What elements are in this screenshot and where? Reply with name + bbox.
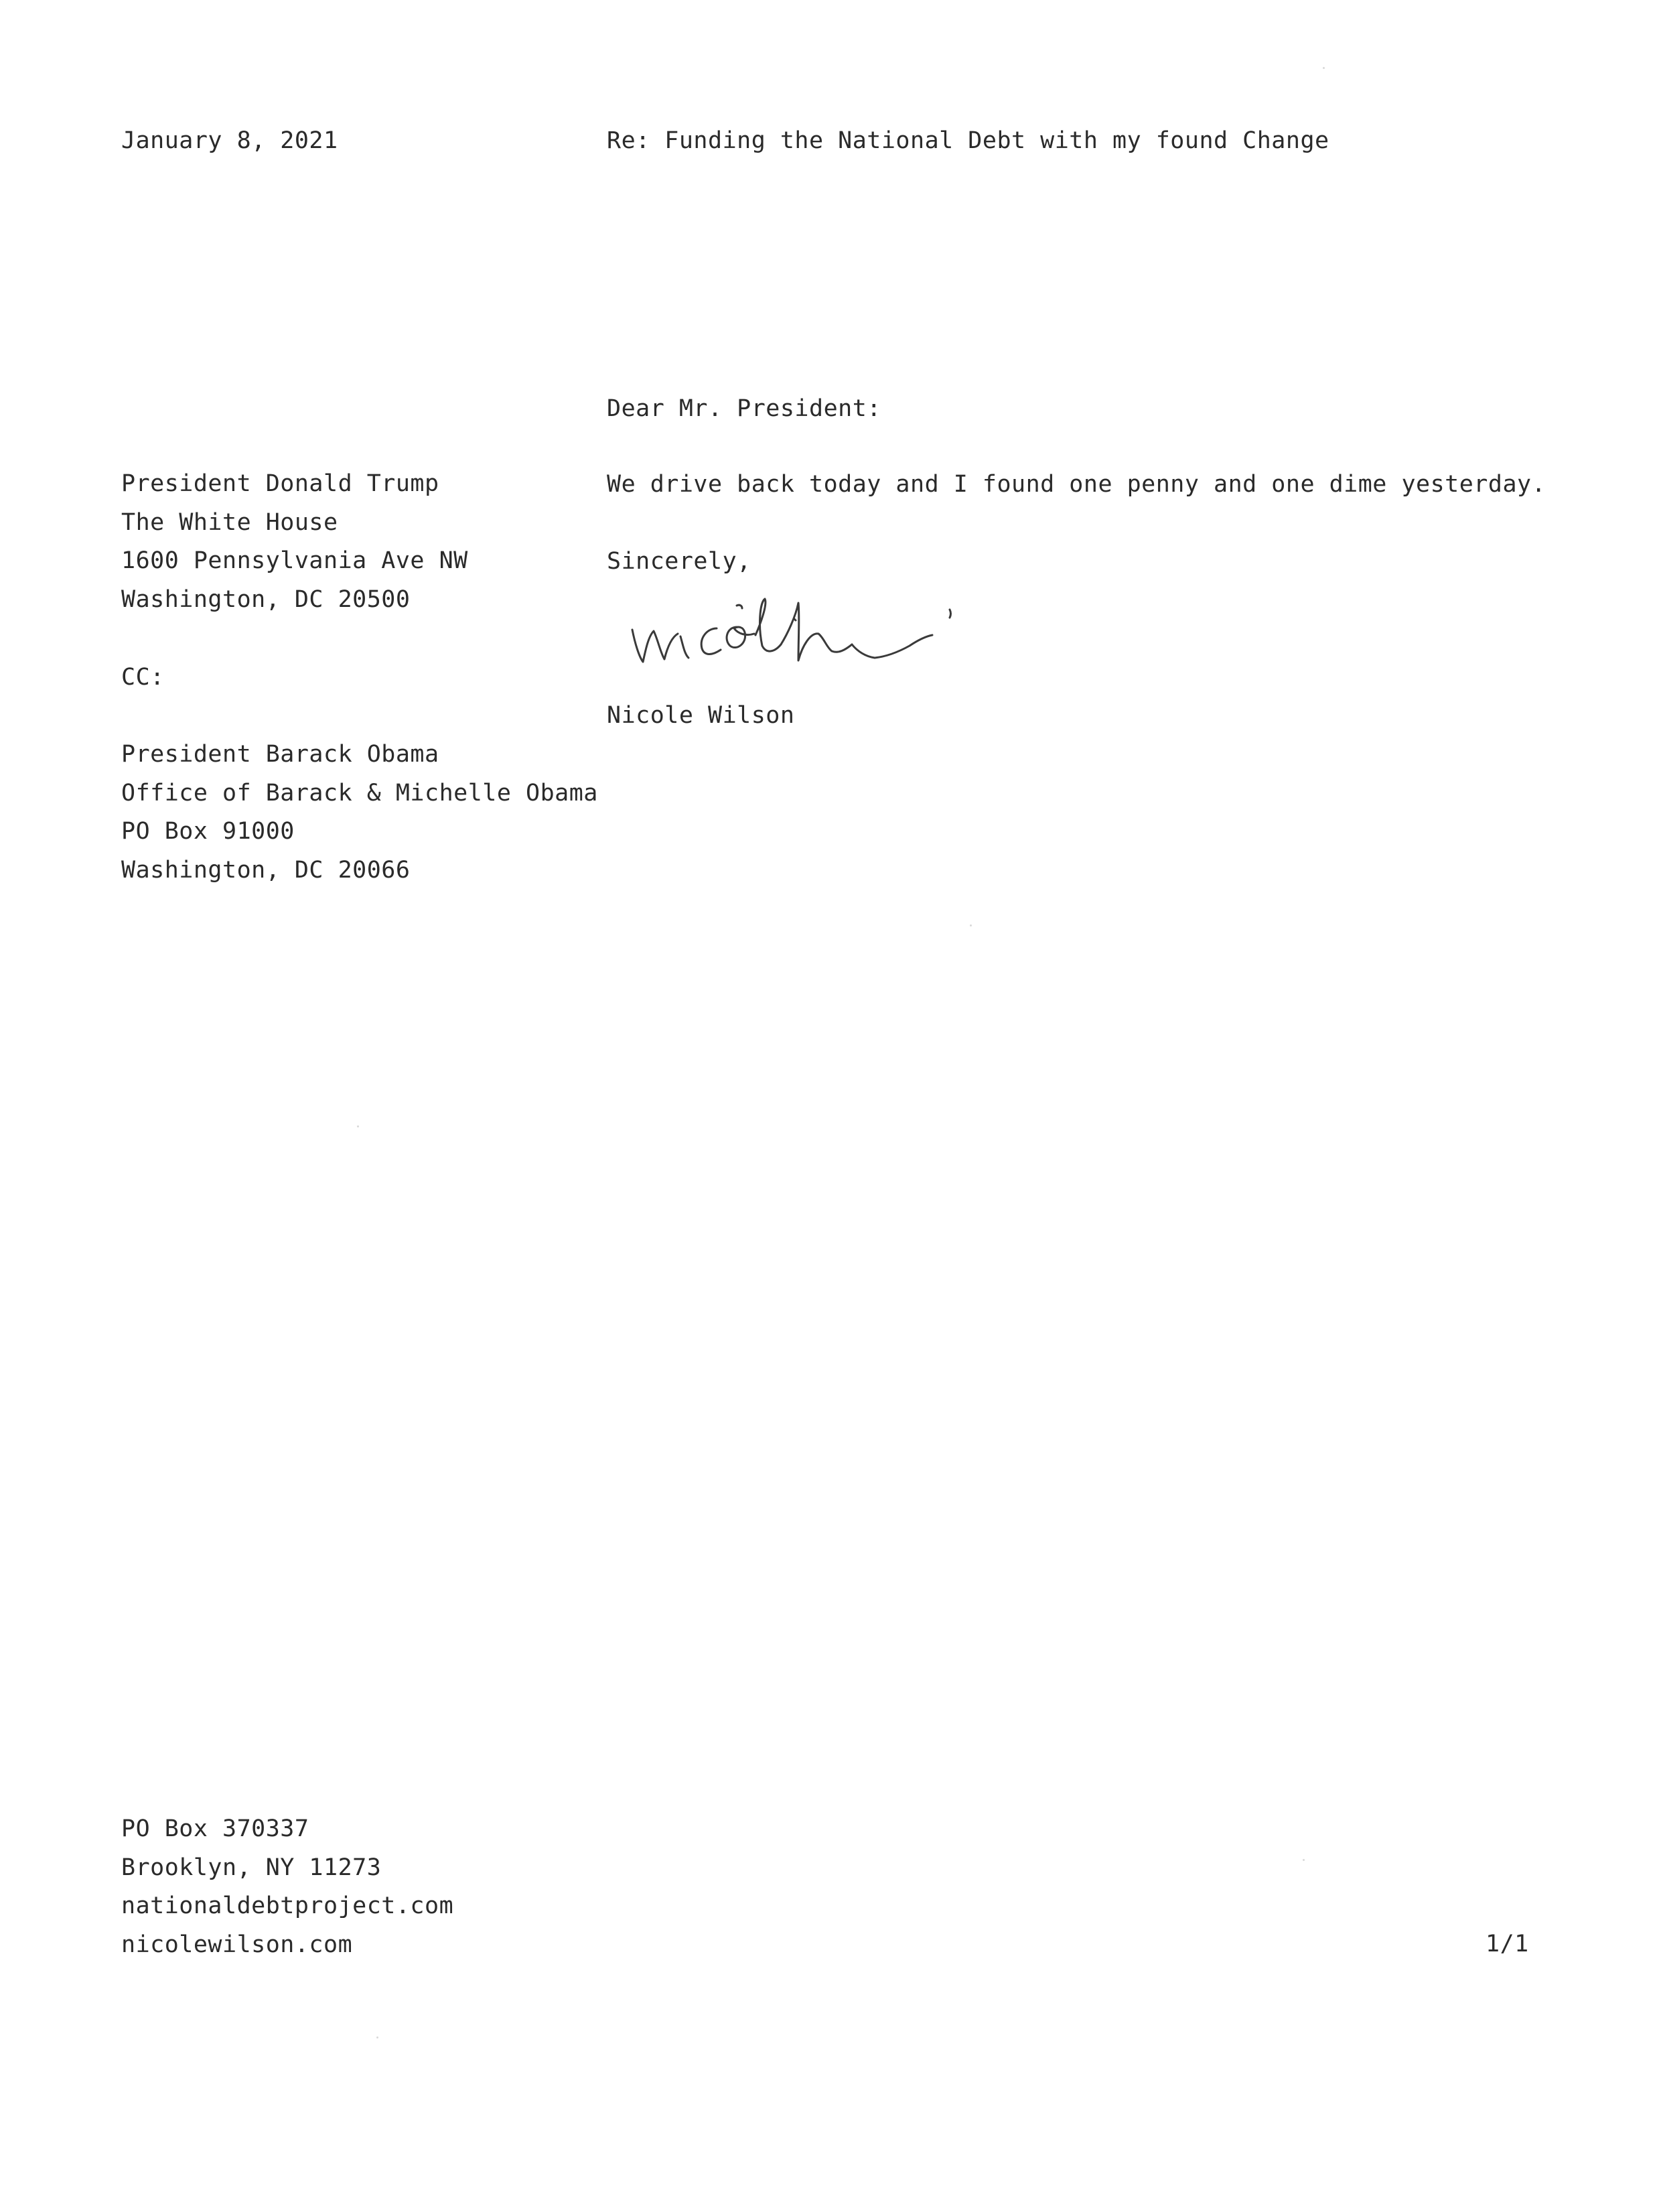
cc-label: CC: [121,664,165,691]
closing: Sincerely, [607,548,751,575]
sender-website-link: nicolewilson.com [121,1931,353,1958]
salutation: Dear Mr. President: [607,395,881,422]
sender-address [121,1810,453,1964]
page-number: 1/1 [1486,1931,1529,1957]
recipient-line: The White House [121,508,338,536]
scan-speck [1323,67,1325,69]
cc-recipient-line: President Barack Obama [121,741,439,768]
cc-recipient-address [121,736,598,890]
letter-subject: Re: Funding the National Debt with my found Change [607,127,1329,154]
scan-speck [970,924,972,926]
cc-recipient-line: PO Box 91000 [121,818,295,845]
sender-website-link: nationaldebtproject.com [121,1892,454,1919]
cc-recipient-line: Washington, DC 20066 [121,856,411,884]
letter-body: We drive back today and I found one penny and one dime yesterday. [607,471,1546,498]
signer-name: Nicole Wilson [607,702,795,729]
scan-speck [1303,1859,1305,1861]
recipient-line: Washington, DC 20500 [121,585,411,613]
sender-address-line: Brooklyn, NY 11273 [121,1854,382,1881]
handwritten-signature [623,590,971,683]
cc-recipient-line: Office of Barack & Michelle Obama [121,779,598,807]
scan-speck [357,1125,359,1127]
scan-speck [376,2036,378,2038]
recipient-line: President Donald Trump [121,470,439,497]
sender-address-line: PO Box 370337 [121,1815,309,1842]
recipient-address [121,465,468,619]
recipient-line: 1600 Pennsylvania Ave NW [121,547,468,574]
letter-date: January 8, 2021 [121,127,338,154]
